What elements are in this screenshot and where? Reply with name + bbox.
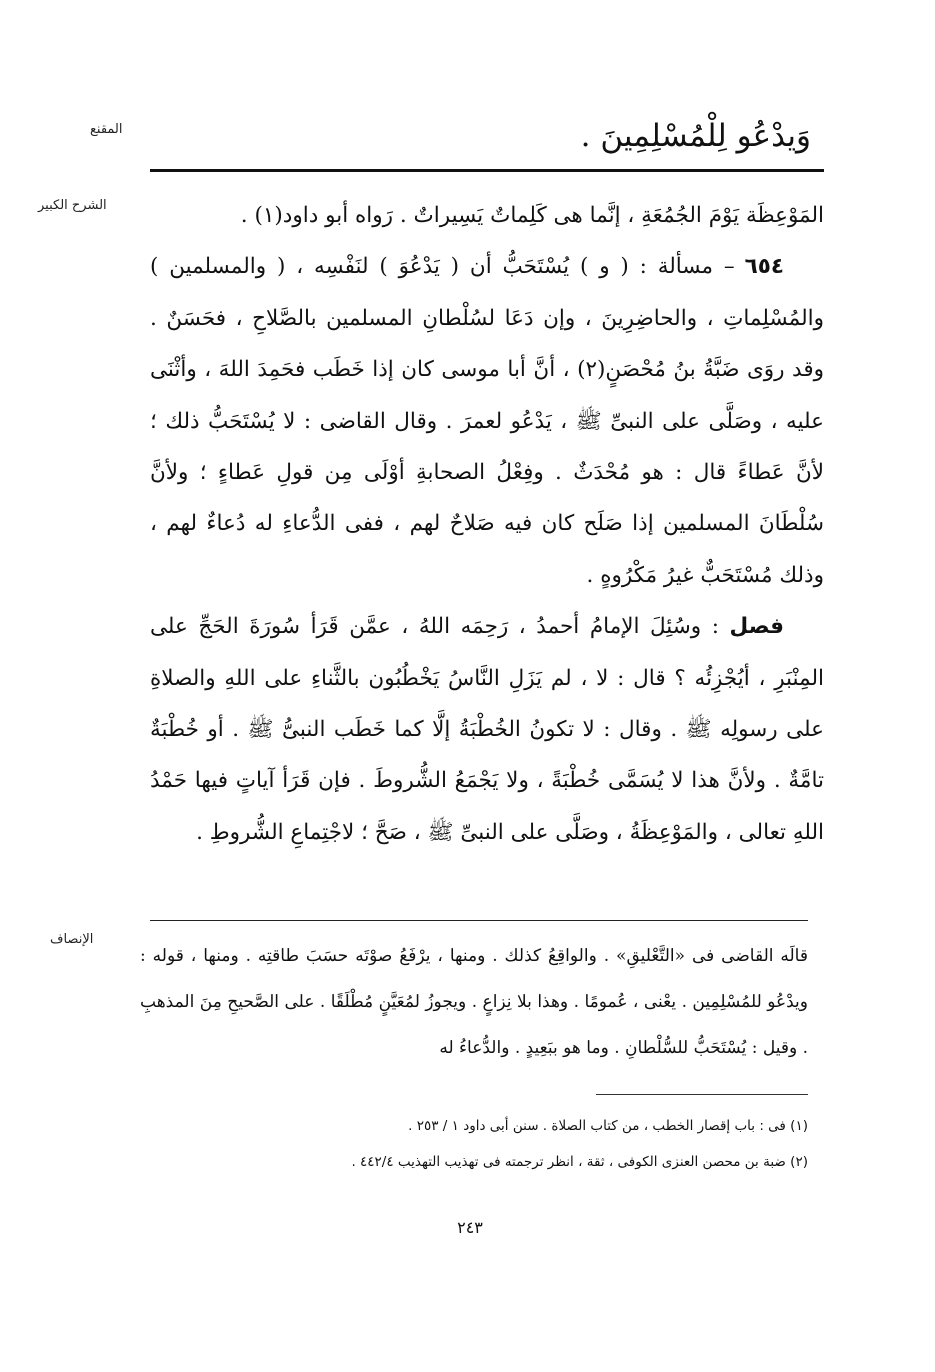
footnote-1: (١) فى : باب إقصار الخطب ، من كتاب الصلاة . سنن أبى داود ١ / ٢٥٣ . [408, 1118, 808, 1134]
section-divider [150, 920, 808, 921]
fasl-text: : وسُئِلَ الإمامُ أحمدُ ، رَحِمَه اللهُ ، عمَّن قَرَأ سُورَةَ الحَجِّ على المِنْبَرِ ، أيُجْزِئُه ؟ قال : لا ، لم يَزَلِ النَّاسُ يَخْطُبُون بالثَّناءِ على اللهِ والصلاةِ على رسولِه ﷺ . وقال : لا تكونُ الخُطْبَةُ إلَّا كما خَطَب النبىُّ ﷺ . أو خُطْبَةٌ تامَّةٌ . ولأنَّ هذا لا يُسَمَّى خُطْبَةً ، ولا يَجْمَعُ الشُّروطَ . فإن قَرَأ آياتٍ فيها حَمْدُ اللهِ تعالى ، والمَوْعِظَةُ ، وصَلَّى على النبىِّ ﷺ ، صَحَّ ؛ لاجْتِماعِ الشُّروطِ . [150, 614, 824, 845]
sharh-paragraph-1: المَوْعِظَة يَوْمَ الجُمُعَةِ ، إنَّما هى كَلِماتٌ يَسِيراتٌ . رَواه أبو داود(١) . [240, 203, 824, 228]
fasl-label: فصل [729, 614, 784, 640]
footnotes [150, 1108, 808, 1180]
footnote-2: (٢) ضبة بن محصن العنزى الكوفى ، ثقة ، انظر ترجمته فى تهذيب التهذيب ٤٤٢/٤ . [351, 1154, 808, 1170]
side-label-muqni: المقنع [90, 122, 123, 137]
fasl-paragraph [150, 601, 824, 858]
mas-ala-text: – مسألة : ( و ) يُسْتَحَبُّ أن ( يَدْعُوَ ) لنَفْسِه ، ( والمسلمين ) والمُسْلِماتِ ، والحاضِرِينَ ، وإن دَعَا لسُلْطانِ المسلمين بالصَّلاحِ ، فحَسَنٌ . وقد روَى ضَبَّةُ بنُ مُحْصَنٍ(٢) ، أنَّ أبا موسى كان إذا خَطَب فحَمِدَ اللهَ ، وأثْنَى عليه ، وصَلَّى على النبىِّ ﷺ ، يَدْعُو لعمرَ . وقال القاضى : لا يُسْتَحَبُّ ذلك ؛ لأنَّ عَطاءً قال : هو مُحْدَثٌ . وفِعْلُ الصحابةِ أوْلَى مِن قولِ عَطاءٍ ؛ ولأنَّ سُلْطَانَ المسلمين إذا صَلَح كان فيه صَلاحٌ لهم ، ففى الدُّعاءِ له دُعاءٌ لهم ، وذلك مُسْتَحَبٌّ غيرُ مَكْرُوهٍ . [150, 254, 824, 588]
page-number: ٢٤٣ [457, 1218, 483, 1237]
side-label-insaf: الإنصاف [50, 932, 94, 947]
header-rule [150, 169, 824, 172]
sharh-paragraph-2 [150, 241, 824, 601]
muqni-text: وَيدْعُو لِلْمُسْلِمِينَ . [580, 118, 811, 154]
insaf-section [140, 933, 808, 1071]
insaf-text: قالَه القاضى فى «التَّعْليقِ» . والواقِعُ كذلك . ومنها ، يرْفَعُ صوْتَه حسَبَ طاقتِه . ومنها ، قوله : ويدْعُو للمُسْلِمِين . يعْنى ، عُمومًا . وهذا بلا نِزاعٍ . ويجوزُ لمُعَيَّنٍ مُطْلَقًا . على الصَّحيحِ مِنَ المذهبِ . وقيل : يُسْتَحَبُّ للسُّلْطانِ . وما هو ببَعِيدٍ . والدُّعاءُ له [140, 946, 808, 1058]
sharh-section [150, 190, 824, 858]
mas-ala-number: ٦٥٤ [744, 254, 784, 280]
footnote-rule [596, 1094, 808, 1095]
side-label-sharh: الشرح الكبير [38, 198, 107, 213]
